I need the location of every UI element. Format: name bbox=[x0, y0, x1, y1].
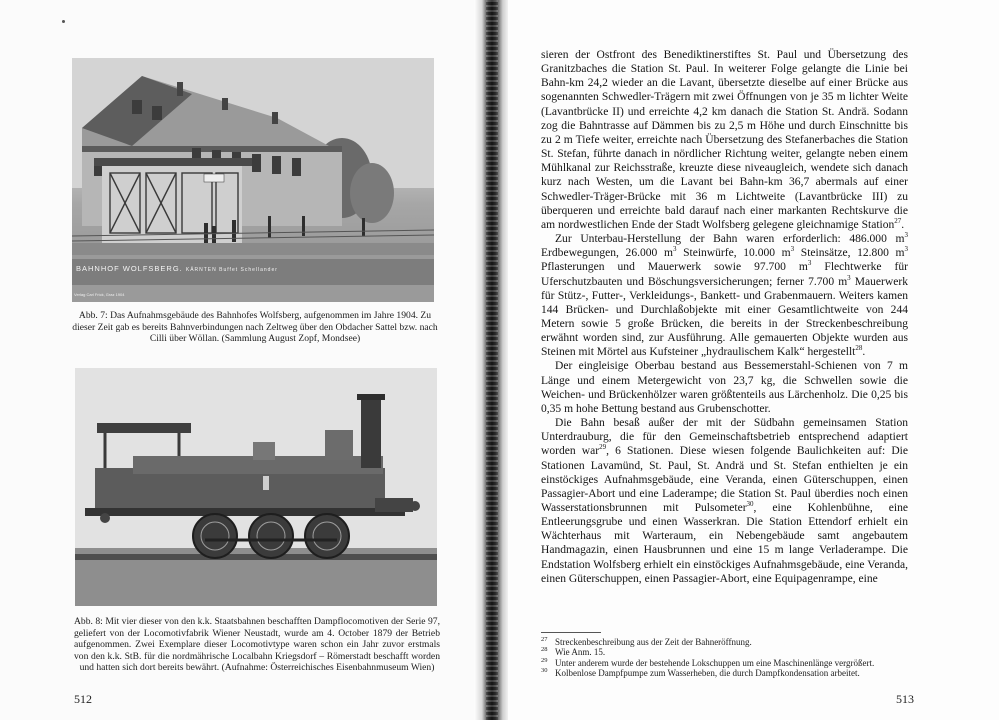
footnote: 27 Streckenbeschreibung aus der Zeit der Bahneröffnung. bbox=[541, 636, 752, 647]
footnote: 30 Kolbenlose Dampfpumpe zum Wasserheben, die durch Dampfkondensation arbeitet. bbox=[541, 667, 860, 679]
left-page bbox=[0, 0, 478, 720]
footnote: 29 Unter anderem wurde der bestehende Lokschuppen um eine Maschinenlänge vergrößert. bbox=[541, 656, 875, 668]
paragraph-stations: Die Bahn besaß außer der mit der Südbahn gemeinsamen Station Unterdrauburg, die für den Gemeinschaftsbetrieb entsprechend adaptiert worden war$^{29}$, 6 Stationen. Diese wiesen folgende Baulichkeiten auf: Die Stationen Lavamünd, St. Paul, St. Andrä und St. Stefan enthielten je ein einstöckiges Aufnahmsgebäude, eine Veranda, einen Güterschuppen, einen Passagier-Abort und eine Laderampe; die Station St. Paul überdies noch einen Wasserstationsbrunnen mit Pulsometer$^{30}$, eine Kohlenbühne, eine Entleerungsgrube und einen Wasserkran. Die Station Ettendorf erhielt ein Wächterhaus mit Warteraum, ein Nebengebäude samt angebautem Handmagazin, einen Hausbrunnen und eine 15 m lange Verladerampe. Die Endstation Wolfsberg erhielt ein einstöckiges Aufnahmsgebäude, eine Veranda, einen Güterschuppen, einen Passagier-Abort, eine Equipagenrampe, eine bbox=[541, 417, 909, 585]
main-text bbox=[541, 48, 908, 586]
paragraph-substructure: Zur Unterbau-Herstellung der Bahn waren erforderlich: 486.000 $m^3$ Erdbewegungen, 26.000 $m^3$ Steinwürfe, 10.000 $m^3$ Steinsätze, 12.800 $m^3$ Pflasterungen und Mauerwerk sowie 97.700 $m^3$ Flechtwerke für Uferschutzbauten und Böschungsversicherungen; ferner 7.700 $m^3$ Mauerwerk für Stütz-, Futter-, Verkleidungs-, Bankett- und Grabenmauern. Weiters kamen 144 Brücken- und Durchlaßobjekte mit einer Gesamtlichtweite von 244 Metern sowie 5 große Brücken, die bereits in der Streckenbeschreibung erwähnt worden sind, zur Ausführung. Alle gemauerten Objekte wurden aus Steinen mit Mörtel aus Kufsteiner „hydraulischem Kalk“ hergestellt$^{28}$. bbox=[541, 231, 908, 359]
footnotes bbox=[541, 637, 909, 679]
figure-7-caption: Abb. 7: Das Aufnahmsgebäude des Bahnhofes Wolfsberg, aufgenommen im Jahre 1904. Zu dieser Zeit gab es bereits Bahnverbindungen nach Zeltweg über den Obdacher Sattel bzw. nach Cilli über Wöllan. (Sammlung August Zopf, Mondsee) bbox=[72, 310, 438, 345]
locomotive-photo bbox=[75, 368, 437, 606]
page-number-right: 513 bbox=[896, 692, 914, 706]
scan-speck bbox=[62, 20, 65, 23]
photo-publisher-credit: Verlag Carl Frick, Graz 1904 bbox=[74, 292, 125, 297]
footnote-rule bbox=[541, 632, 601, 633]
station-photo bbox=[72, 58, 434, 302]
footnote: 28 Wie Anm. 15. bbox=[541, 646, 606, 658]
page-number-left: 512 bbox=[74, 692, 92, 706]
figure-8-caption: Abb. 8: Mit vier dieser von den k.k. Staatsbahnen beschafften Dampflocomotiven der Serie 97, geliefert von der Locomotivfabrik Wiener Neustadt, wurde am 4. October 1879 der Betrieb aufgenommen. Zwei Exemplare dieser Locomotivtype waren schon ein Jahr zuvor erstmals von den k.k. StB. für die nordmährische Localbahn Kriegsdorf – Römerstadt beschafft worden und hatten sich dort bereits bewährt. (Aufnahme: Österreichisches Eisenbahnmuseum Wien) bbox=[74, 616, 440, 674]
paragraph-superstructure: Der eingleisige Oberbau bestand aus Bessemerstahl-Schienen von 7 m Länge und einem Metergewicht von 23,7 kg, die Schwellen sowie die Weichen- und Brückenhölzer waren größtenteils aus Lärchenholz. Die 0,25 bis 0,35 m hohe Bettung bestand aus Grubenschotter. bbox=[541, 360, 908, 415]
paragraph-route: sieren der Ostfront des Benediktinerstiftes St. Paul und Übersetzung des Granitzbaches die Station St. Paul. In weiterer Folge gelangte die Linie bei Bahn-km 24,2 wieder an die Lavant, übersetzte dieselbe auf einer Brücke aus sogenannten Schwedler-Trägern mit zwei Öffnungen von je 35 m lichter Weite (Lavantbrücke II) und erreichte 4,2 km danach die Station St. Andrä. Sodann zog die Bahntrasse auf Dämmen bis zu 2,5 m Höhe und durch Einschnitte bis zu 2 m Tiefe weiter, erreichte nach Übersetzung des Stefanerbaches die Station St. Stefan, führte danach in nördlicher Richtung weiter, gelangte neben einem Mühlkanal zur Reichsstraße, kreuzte diese niveaugleich, wendete sich danach kurz nach Westen, um die Lavant bei Bahn-km 36,7 abermals auf einer Schwedler-Träger-Brücke mit 36 m Lichtweite (Lavantbrücke III) zu überqueren und erreichte bald darauf nach einer markanten Rechtskurve die am nordwestlichen Ende der Stadt Wolfsberg gelegene gleichnamige Station$^{27}$. bbox=[541, 49, 908, 231]
steam-locomotive-image bbox=[75, 368, 437, 606]
photo-title: BAHNHOF WOLFSBERG. KÄRNTEN Buffet Schellander bbox=[76, 264, 278, 273]
book-spine bbox=[474, 0, 510, 720]
